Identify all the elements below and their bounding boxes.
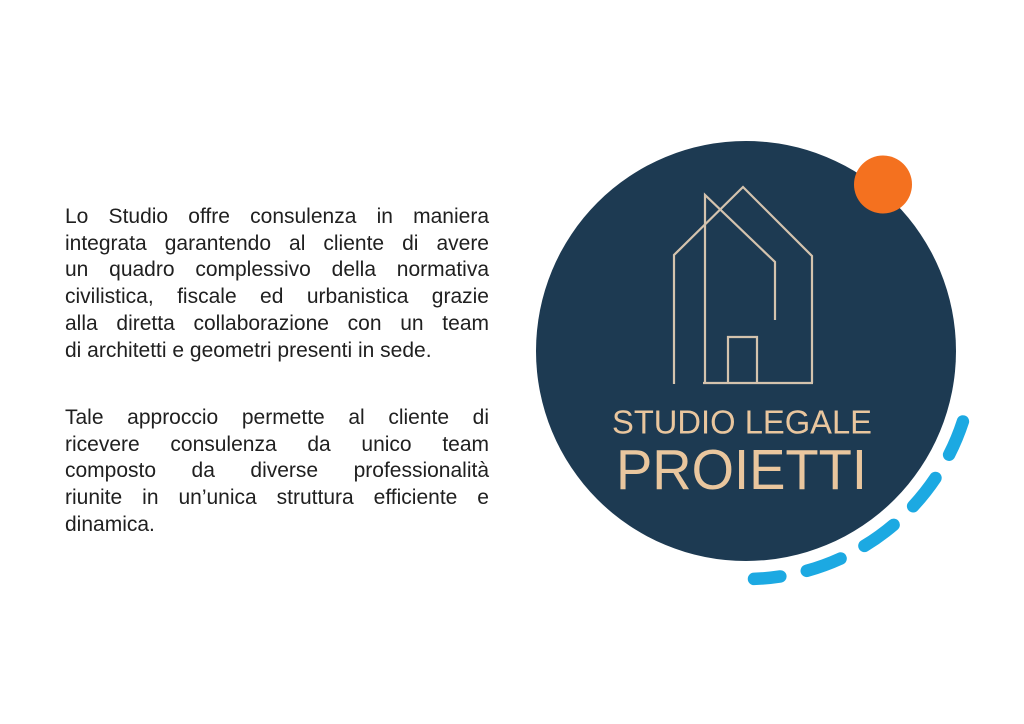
studio-legale-proietti-logo: [512, 96, 982, 608]
intro-paragraph-2: [65, 405, 489, 539]
paragraph-line: ricevere consulenza da unico team: [65, 432, 489, 456]
paragraph-line: civilistica, fiscale ed urbanistica grazie: [65, 285, 489, 309]
paragraph-line: un quadro complessivo della normativa: [65, 258, 489, 282]
wordmark-studio-legale: STUDIO LEGALE: [612, 403, 872, 441]
paragraph-line: di architetti e geometri presenti in sede.: [65, 338, 432, 362]
orange-accent-circle: [854, 156, 912, 214]
paragraph-line: riunite in un’unica struttura efficiente e: [65, 486, 489, 510]
intro-paragraph-1: [65, 204, 489, 364]
wordmark-proietti: PROIETTI: [616, 438, 867, 502]
paragraph-line: composto da diverse professionalità: [65, 459, 489, 483]
paragraph-line: Tale approccio permette al cliente di: [65, 406, 489, 429]
paragraph-line: integrata garantendo al cliente di avere: [65, 231, 489, 255]
paragraph-line: dinamica.: [65, 512, 155, 536]
paragraph-line: Lo Studio offre consulenza in maniera: [65, 205, 489, 228]
paragraph-line: alla diretta collaborazione con un team: [65, 311, 489, 335]
